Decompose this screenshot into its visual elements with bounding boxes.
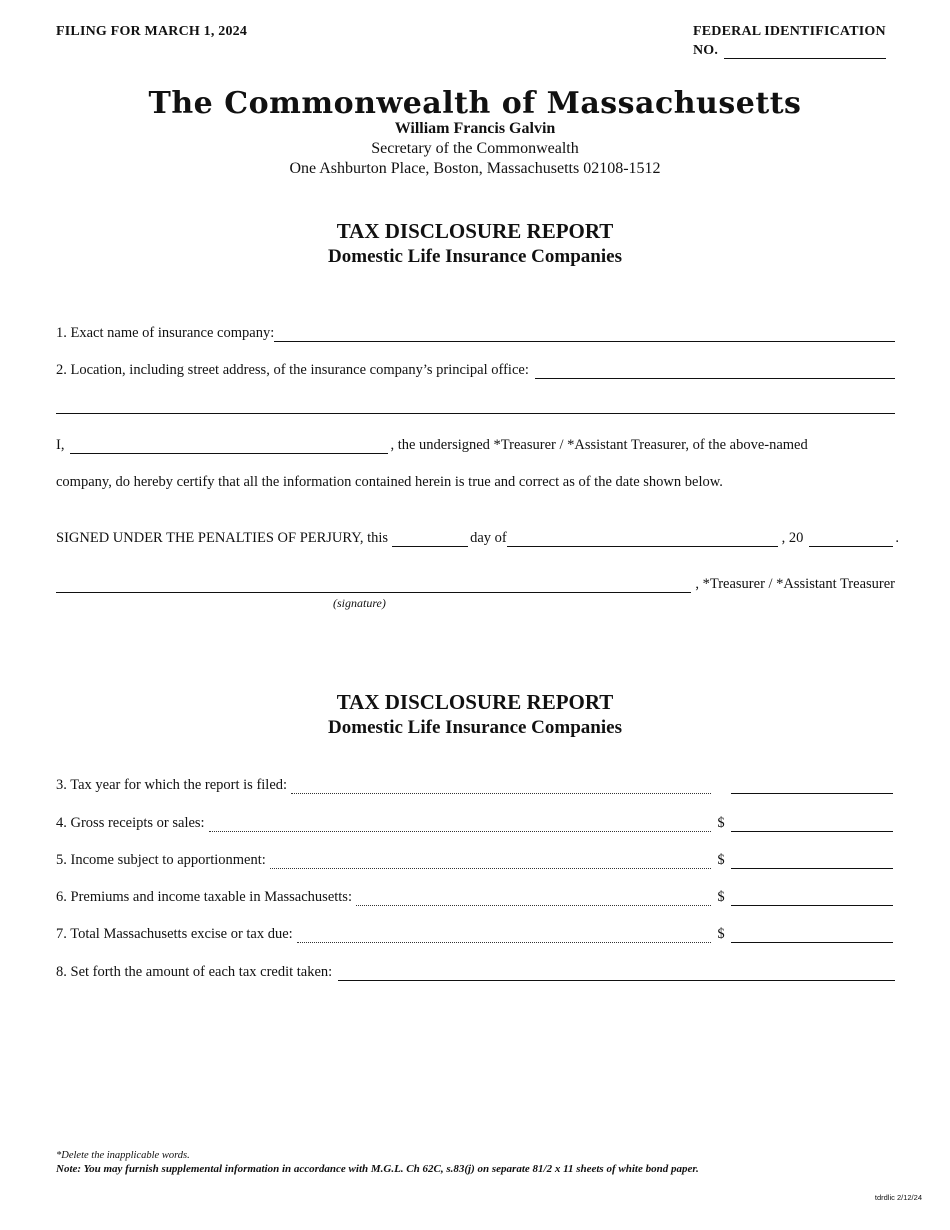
- item-currency: $: [717, 852, 725, 868]
- signature-input[interactable]: [56, 578, 691, 593]
- item-label: 7. Total Massachusetts excise or tax due:: [56, 926, 293, 942]
- signed-end-text: .: [895, 530, 899, 546]
- item-row: [56, 777, 895, 794]
- item-label: 3. Tax year for which the report is filed:: [56, 777, 288, 793]
- item-leader: [297, 930, 711, 943]
- signed-pre-text: SIGNED UNDER THE PENALTIES OF PERJURY, this: [56, 530, 389, 546]
- tax-due-input[interactable]: [731, 928, 893, 943]
- signed-row: [56, 530, 899, 547]
- item-currency: $: [717, 926, 725, 942]
- item-currency: $: [717, 889, 725, 905]
- company-name-label: 1. Exact name of insurance company:: [56, 325, 275, 341]
- tax-credit-row: [56, 964, 895, 981]
- item-row: [56, 815, 895, 832]
- footnote-delete: *Delete the inapplicable words.: [56, 1150, 190, 1161]
- cert-start-text: I,: [56, 437, 65, 453]
- location-row: [56, 362, 895, 379]
- federal-id-label: FEDERAL IDENTIFICATION: [693, 24, 886, 39]
- item-leader: [209, 819, 711, 832]
- agency-address: One Ashburton Place, Boston, Massachusetts 02108-1512: [289, 160, 661, 177]
- tax-credit-label: 8. Set forth the amount of each tax credit taken:: [56, 964, 333, 980]
- commonwealth-name: The Commonwealth of Massachusetts: [148, 86, 802, 121]
- item-leader: [270, 856, 711, 869]
- report-title: TAX DISCLOSURE REPORT: [336, 219, 614, 243]
- tax-credit-input[interactable]: [338, 966, 895, 981]
- signature-caption: (signature): [333, 596, 386, 610]
- footnote-supplemental: Note: You may furnish supplemental information in accordance with M.G.L. Ch 62C, s.83(j) on separate 81/2 x 11 sheets of white bond paper.: [56, 1163, 699, 1175]
- item-currency: $: [717, 815, 725, 831]
- signed-month-input[interactable]: [507, 532, 778, 547]
- location-input-line2[interactable]: [56, 413, 895, 414]
- item-label: 6. Premiums and income taxable in Massachusetts:: [56, 889, 352, 905]
- item-leader: [291, 781, 711, 794]
- item-label: 4. Gross receipts or sales:: [56, 815, 205, 831]
- federal-id-input[interactable]: [724, 44, 886, 59]
- company-name-input[interactable]: [274, 327, 895, 342]
- certifier-name-input[interactable]: [70, 439, 388, 454]
- signed-year-input[interactable]: [809, 532, 893, 547]
- treasurer-text: , *Treasurer / *Assistant Treasurer: [695, 576, 895, 592]
- section2-title: TAX DISCLOSURE REPORT: [336, 690, 614, 714]
- official-role: Secretary of the Commonwealth: [371, 140, 579, 157]
- official-name: William Francis Galvin: [394, 120, 556, 137]
- item-row: [56, 852, 895, 869]
- gross-receipts-input[interactable]: [731, 817, 893, 832]
- form-code: tdrdlic 2/12/24: [874, 1193, 922, 1202]
- item-leader: [356, 893, 711, 906]
- income-apportionment-input[interactable]: [731, 854, 893, 869]
- cert-rest-text: , the undersigned *Treasurer / *Assistant Treasurer, of the above-named: [390, 437, 808, 453]
- item-label: 5. Income subject to apportionment:: [56, 852, 266, 868]
- tax-year-input[interactable]: [731, 779, 893, 794]
- location-label: 2. Location, including street address, of the insurance company’s principal office:: [56, 362, 529, 378]
- federal-id-no-label: NO.: [693, 43, 719, 58]
- signed-day-input[interactable]: [392, 532, 468, 547]
- location-input[interactable]: [535, 364, 895, 379]
- cert-line-2: company, do hereby certify that all the information contained herein is true and correct as of the date shown below.: [56, 474, 723, 490]
- premiums-input[interactable]: [731, 891, 893, 906]
- signature-row: [56, 576, 895, 593]
- report-subtitle: Domestic Life Insurance Companies: [328, 246, 622, 267]
- certification-row: [56, 437, 895, 454]
- item-row: [56, 926, 895, 943]
- section2-subtitle: Domestic Life Insurance Companies: [328, 717, 622, 738]
- company-name-row: [56, 325, 895, 342]
- signed-day-text: day of: [470, 530, 507, 546]
- item-row: [56, 889, 895, 906]
- federal-id-line: [693, 43, 888, 59]
- filing-date: FILING FOR MARCH 1, 2024: [56, 24, 248, 39]
- signed-year-text: , 20: [781, 530, 804, 546]
